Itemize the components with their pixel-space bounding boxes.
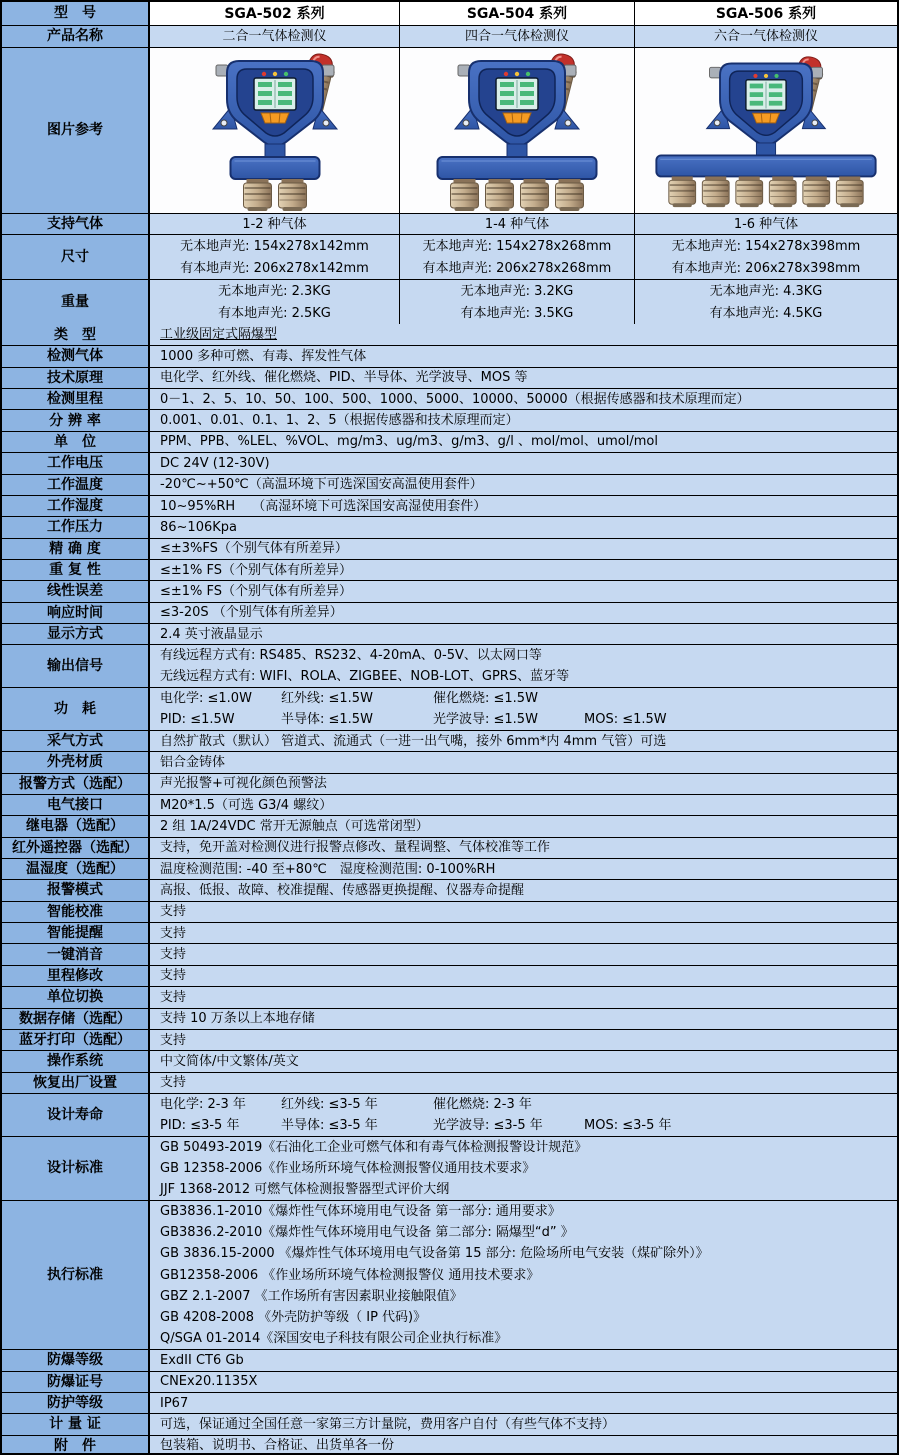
spec-row-value: [150, 1137, 897, 1200]
spec-value-line: 电化学、红外线、催化燃烧、PID、半导体、光学波导、MOS 等: [160, 370, 528, 386]
spec-row-label: 设计寿命: [2, 1094, 150, 1136]
spec-value-line: [150, 1115, 897, 1136]
spec-row: [2, 1349, 897, 1370]
spec-row-value: [150, 496, 897, 516]
spec-value-line: 2.4 英寸液晶显示: [160, 626, 263, 642]
spec-row-label: 计 量 证: [2, 1414, 150, 1434]
spec-row: [2, 623, 897, 644]
sensor-cylinder: [486, 179, 514, 211]
spec-row-label: 附 件: [2, 1436, 150, 1455]
spec-row-value: [150, 816, 897, 836]
spec-value-line: IP67: [160, 1395, 189, 1411]
model-sga-504: SGA-504 系列: [466, 5, 568, 22]
spec-row: [2, 965, 897, 986]
product-image-sga-506: [635, 48, 897, 213]
spec-row: [2, 1072, 897, 1093]
spec-value-segment: MOS: ≤1.5W: [584, 711, 667, 727]
led-green: [283, 72, 287, 76]
spec-row-label: 检测里程: [2, 389, 150, 409]
keypad: [261, 113, 289, 123]
product-name: 二合一气体检测仪: [222, 29, 327, 44]
spec-row: [2, 794, 897, 815]
spec-value-line: ≤3-20S （个别气体有所差异）: [160, 605, 343, 621]
spec-value-line: GB 3836.15-2000 《爆炸性气体环境用电气设备第 15 部分: 危险场所电气安装（煤矿除外）》: [160, 1246, 709, 1262]
spec-row-label: 功 耗: [2, 688, 150, 730]
spec-row-label: 温湿度（选配）: [2, 859, 150, 879]
row-label-model: 型 号: [2, 2, 150, 25]
spec-value-line: [150, 688, 897, 709]
keypad: [503, 113, 531, 123]
spec-row-label: 一键消音: [2, 944, 150, 964]
spec-row: [2, 1050, 897, 1071]
spec-row-value: [150, 902, 897, 922]
spec-row-value: [150, 453, 897, 473]
spec-row: [2, 1371, 897, 1392]
spec-value-line: 支持: [160, 947, 187, 963]
spec-row: [2, 922, 897, 943]
spec-value-segment: 红外线: ≤1.5W: [281, 691, 373, 707]
spec-value-line: CNEx20.1135X: [160, 1374, 258, 1390]
spec-row-value: [150, 1350, 897, 1370]
spec-value-line: ExdII CT6 Gb: [160, 1352, 244, 1368]
spec-row-value: [150, 581, 897, 601]
spec-value-line: 支持: [160, 989, 187, 1005]
spec-row-value: [150, 517, 897, 537]
spec-row-value: [150, 624, 897, 644]
product-name-row: [2, 25, 897, 47]
spec-row-value: [150, 1030, 897, 1050]
spec-row-label: 报警模式: [2, 880, 150, 900]
spec-value-line: 支持 10 万条以上本地存储: [160, 1011, 315, 1027]
spec-value-line: 有线远程方式有: RS485、RS232、4-20mA、0-5V、以太网口等: [160, 648, 542, 664]
spec-row-label: 智能校准: [2, 902, 150, 922]
spec-value-segment: 催化燃烧: 2-3 年: [433, 1096, 532, 1112]
spec-row: [2, 986, 897, 1007]
dimension-value: 无本地声光: 154x278x268mm: [422, 238, 612, 254]
spec-value-line: 1000 多种可燃、有毒、挥发性气体: [160, 349, 367, 365]
spec-row-label: 设计标准: [2, 1137, 150, 1200]
sensor-cylinder: [451, 179, 479, 211]
row-label-gases: 支持气体: [2, 214, 150, 234]
spec-value-line: -20℃~+50℃（高温环境下可选深国安高温使用套件）: [160, 477, 483, 493]
spec-value-line: 铝合金铸体: [160, 754, 226, 770]
spec-row-value: [150, 923, 897, 943]
dimensions-row: [2, 234, 897, 279]
spec-row-label: 分 辨 率: [2, 410, 150, 430]
spec-row: [2, 345, 897, 366]
spec-value-line: ≤±1% FS（个别气体有所差异）: [160, 583, 353, 599]
weight-value: 无本地声光: 4.3KG: [709, 283, 823, 299]
spec-row-label: 执行标准: [2, 1201, 150, 1350]
spec-value-line: GB 4208-2008 《外壳防护等级（ IP 代码)》: [160, 1309, 427, 1325]
spec-row-value: [150, 389, 897, 409]
spec-row-label: 单位切换: [2, 987, 150, 1007]
spec-value-line: PPM、PPB、%LEL、%VOL、mg/m3、ug/m3、g/m3、g/l 、mol/mol、umol/mol: [160, 434, 658, 450]
spec-value-line: 支持: [160, 925, 187, 941]
spec-value-line: 支持: [160, 1032, 187, 1048]
spec-row-label: 继电器（选配）: [2, 816, 150, 836]
sensor-cylinder: [836, 177, 863, 208]
dimension-value: 有本地声光: 206x278x268mm: [422, 260, 612, 276]
spec-row: [2, 879, 897, 900]
spec-row-label: 电气接口: [2, 795, 150, 815]
spec-row-value: [150, 1094, 897, 1136]
spec-row-label: 类 型: [2, 324, 150, 345]
spec-row-label: 响应时间: [2, 603, 150, 623]
spec-value-line: 2 组 1A/24VDC 常开无源触点（可选常闭型）: [160, 818, 429, 834]
spec-row-value: [150, 410, 897, 430]
spec-row-value: [150, 1393, 897, 1413]
spec-row-value: [150, 987, 897, 1007]
spec-row: [2, 1029, 897, 1050]
led-green: [774, 74, 778, 78]
spec-value-line: ≤±3%FS（个别气体有所差异）: [160, 541, 348, 557]
sensor-cylinder: [803, 177, 830, 208]
spec-value-line: 中文简体/中文繁体/英文: [160, 1053, 299, 1069]
spec-value-segment: PID: ≤3-5 年: [160, 1117, 240, 1133]
spec-row: [2, 324, 897, 345]
gas-detector-illustration: [412, 49, 622, 212]
spec-row: [2, 1093, 897, 1136]
spec-row-label: 工作压力: [2, 517, 150, 537]
spec-row-value: [150, 324, 897, 345]
spec-row-label: 防护等级: [2, 1393, 150, 1413]
spec-row: [2, 538, 897, 559]
dimension-value: 无本地声光: 154x278x142mm: [180, 238, 369, 254]
spec-row-value: [150, 475, 897, 495]
weight-value: 有本地声光: 3.5KG: [460, 305, 574, 321]
weight-value: 有本地声光: 2.5KG: [218, 305, 331, 321]
spec-row-label: 工作电压: [2, 453, 150, 473]
sensor-cylinder: [556, 179, 584, 211]
supported-gases-row: [2, 213, 897, 234]
spec-row-label: 工作湿度: [2, 496, 150, 516]
spec-row: [2, 1200, 897, 1350]
spec-row: [2, 1136, 897, 1200]
spec-value-line: 86~106Kpa: [160, 519, 237, 535]
gas-count: 1-6 种气体: [733, 216, 799, 232]
spec-value-line: GBZ 2.1-2007 《工作场所有害因素职业接触限值》: [160, 1288, 463, 1304]
spec-row: [2, 580, 897, 601]
spec-row-label: 显示方式: [2, 624, 150, 644]
spec-row: [2, 367, 897, 388]
spec-row-label: 采气方式: [2, 731, 150, 751]
spec-row: [2, 1392, 897, 1413]
spec-row-value: [150, 880, 897, 900]
spec-value-line: 无线远程方式有: WIFI、ROLA、ZIGBEE、NOB-LOT、GPRS、蓝牙等: [160, 669, 570, 685]
row-label-weight: 重量: [2, 280, 150, 324]
gas-detector-illustration: [642, 52, 890, 208]
spec-row-value: [150, 1201, 897, 1350]
spec-row-value: [150, 838, 897, 858]
spec-row: [2, 431, 897, 452]
spec-row-value: [150, 752, 897, 772]
spec-value-line: 10~95%RH （高湿环境下可选深国安高湿使用套件）: [160, 498, 487, 514]
spec-row-label: 里程修改: [2, 966, 150, 986]
spec-row-label: 外壳材质: [2, 752, 150, 772]
spec-value-line: ≤±1% FS（个别气体有所差异）: [160, 562, 353, 578]
spec-row-value: [150, 1051, 897, 1071]
spec-row: [2, 1413, 897, 1434]
led-yellow: [515, 72, 519, 76]
spec-row: [2, 452, 897, 473]
spec-row: [2, 837, 897, 858]
sensor-cylinder: [521, 179, 549, 211]
manifold: [230, 157, 319, 179]
spec-value-segment: 催化燃烧: ≤1.5W: [433, 691, 538, 707]
manifold: [438, 157, 597, 179]
spec-value-line: 支持: [160, 968, 187, 984]
spec-value-line: GB3836.1-2010《爆炸性气体环境用电气设备 第一部分: 通用要求》: [160, 1203, 561, 1219]
led-green: [526, 72, 530, 76]
spec-row-label: 工作温度: [2, 475, 150, 495]
spec-row: [2, 687, 897, 730]
spec-row-value: [150, 774, 897, 794]
spec-row-label: 数据存储（选配）: [2, 1009, 150, 1029]
spec-row: [2, 495, 897, 516]
spec-value-line: 温度检测范围: -40 至+80℃ 湿度检测范围: 0-100%RH: [160, 861, 496, 877]
spec-row-value: [150, 944, 897, 964]
dimension-value: 有本地声光: 206x278x142mm: [180, 260, 369, 276]
spec-row-value: [150, 603, 897, 623]
spec-value-line: Q/SGA 01-2014《深国安电子科技有限公司企业执行标准》: [160, 1331, 508, 1347]
spec-row: [2, 516, 897, 537]
sensor-cylinder: [702, 177, 729, 208]
spec-value-line: DC 24V (12-30V): [160, 455, 270, 471]
sensor-cylinder: [243, 179, 271, 211]
spec-row-label: 防爆等级: [2, 1350, 150, 1370]
spec-row: [2, 773, 897, 794]
spec-row-label: 红外遥控器（选配）: [2, 838, 150, 858]
row-label-dimensions: 尺寸: [2, 235, 150, 279]
spec-row-label: 操作系统: [2, 1051, 150, 1071]
product-image-sga-504: [400, 48, 635, 213]
spec-row-value: [150, 731, 897, 751]
keypad: [753, 114, 780, 124]
spec-row: [2, 409, 897, 430]
spec-value-line: 工业级固定式隔爆型: [160, 327, 278, 343]
spec-row: [2, 943, 897, 964]
spec-row-label: 输出信号: [2, 645, 150, 687]
dimension-value: 无本地声光: 154x278x398mm: [671, 238, 861, 254]
spec-row-label: 线性误差: [2, 581, 150, 601]
spec-row-value: [150, 688, 897, 730]
spec-value-line: 包装箱、说明书、合格证、出货单各一份: [160, 1438, 395, 1454]
spec-value-segment: 光学波导: ≤3-5 年: [433, 1117, 543, 1133]
led-red: [753, 74, 757, 78]
spec-row-value: [150, 368, 897, 388]
spec-value-segment: PID: ≤1.5W: [160, 711, 235, 727]
product-name: 六合一气体检测仪: [713, 29, 818, 44]
spec-row-value: [150, 346, 897, 366]
spec-value-segment: MOS: ≤3-5 年: [584, 1117, 672, 1133]
spec-value-segment: 半导体: ≤1.5W: [281, 711, 373, 727]
spec-value-line: GB3836.2-2010《爆炸性气体环境用电气设备 第二部分: 隔爆型“d” 》: [160, 1225, 574, 1241]
spec-value-line: 高报、低报、故障、校准提醒、传感器更换提醒、仪器寿命提醒: [160, 883, 525, 899]
led-yellow: [272, 72, 276, 76]
spec-row: [2, 751, 897, 772]
spec-row: [2, 644, 897, 687]
gas-count: 1-2 种气体: [242, 216, 307, 232]
spec-row: [2, 559, 897, 580]
spec-row-label: 重 复 性: [2, 560, 150, 580]
spec-row-value: [150, 560, 897, 580]
spec-value-line: 可选，保证通过全国任意一家第三方计量院，费用客户自付（有些气体不支持）: [160, 1417, 616, 1432]
spec-value-line: 支持: [160, 1075, 187, 1091]
spec-row-value: [150, 645, 897, 687]
weight-value: 无本地声光: 3.2KG: [460, 283, 574, 299]
weight-value: 有本地声光: 4.5KG: [709, 305, 823, 321]
spec-row-label: 报警方式（选配）: [2, 774, 150, 794]
spec-row-value: [150, 1372, 897, 1392]
model-row: [2, 2, 897, 25]
spec-row-label: 智能提醒: [2, 923, 150, 943]
spec-row: [2, 602, 897, 623]
weight-row: [2, 279, 897, 324]
manifold: [656, 156, 875, 177]
spec-row-label: 防爆证号: [2, 1372, 150, 1392]
gas-count: 1-4 种气体: [484, 216, 550, 232]
led-red: [504, 72, 508, 76]
spec-row-value: [150, 539, 897, 559]
spec-value-segment: 电化学: 2-3 年: [160, 1096, 246, 1112]
spec-row-label: 恢复出厂设置: [2, 1073, 150, 1093]
spec-value-segment: 红外线: ≤3-5 年: [281, 1096, 378, 1112]
model-sga-502: SGA-502 系列: [224, 5, 325, 22]
spec-row-label: 精 确 度: [2, 539, 150, 559]
spec-row-value: [150, 432, 897, 452]
spec-row: [2, 730, 897, 751]
spec-value-segment: 光学波导: ≤1.5W: [433, 711, 538, 727]
spec-value-line: 支持，免开盖对检测仪进行报警点修改、量程调整、气体校准等工作: [160, 840, 551, 856]
weight-value: 无本地声光: 2.3KG: [218, 283, 331, 299]
spec-row-value: [150, 1414, 897, 1434]
spec-row: [2, 474, 897, 495]
spec-row: [2, 901, 897, 922]
spec-row: [2, 1435, 897, 1455]
spec-value-line: GB 50493-2019《石油化工企业可燃气体和有毒气体检测报警设计规范》: [160, 1139, 588, 1155]
spec-value-line: [150, 1094, 897, 1115]
spec-value-line: GB 12358-2006《作业场所环境气体检测报警仪通用技术要求》: [160, 1160, 536, 1176]
spec-row-label: 检测气体: [2, 346, 150, 366]
spec-value-segment: 电化学: ≤1.0W: [160, 691, 252, 707]
sensor-cylinder: [736, 177, 763, 208]
model-sga-506: SGA-506 系列: [715, 5, 817, 22]
spec-value-line: 0.001、0.01、0.1、1、2、5（根据传感器和技术原理而定）: [160, 413, 519, 429]
product-name: 四合一气体检测仪: [464, 29, 569, 44]
spec-row-value: [150, 1009, 897, 1029]
led-yellow: [764, 74, 768, 78]
spec-value-line: [150, 709, 897, 730]
spec-row-value: [150, 1073, 897, 1093]
spec-value-line: GB12358-2006 《作业场所环境气体检测报警仪 通用技术要求》: [160, 1267, 540, 1283]
spec-row: [2, 815, 897, 836]
spec-value-line: 0－1、2、5、10、50、100、500、1000、5000、10000、50000（根据传感器和技术原理而定）: [160, 391, 750, 407]
sensor-cylinder: [278, 179, 306, 211]
spec-value-segment: 半导体: ≤3-5 年: [281, 1117, 378, 1133]
spec-value-line: 自然扩散式（默认） 管道式、流通式（一进一出气嘴，接外 6mm*内 4mm 气管）可选: [160, 733, 667, 749]
spec-row-label: 技术原理: [2, 368, 150, 388]
spec-row-label: 单 位: [2, 432, 150, 452]
product-image-sga-502: [150, 48, 400, 213]
spec-row-value: [150, 1436, 897, 1455]
spec-row-value: [150, 795, 897, 815]
spec-row-value: [150, 859, 897, 879]
row-label-image: 图片参考: [2, 48, 150, 213]
gas-detector-illustration: [170, 49, 380, 212]
image-reference-row: [2, 47, 897, 213]
led-red: [261, 72, 265, 76]
dimension-value: 有本地声光: 206x278x398mm: [671, 260, 861, 276]
spec-row: [2, 388, 897, 409]
spec-value-line: 声光报警+可视化颜色预警法: [160, 776, 327, 792]
spec-row-value: [150, 966, 897, 986]
row-label-product-name: 产品名称: [2, 26, 150, 47]
sensor-cylinder: [669, 177, 696, 208]
spec-row: [2, 858, 897, 879]
spec-value-line: M20*1.5（可选 G3/4 螺纹）: [160, 797, 333, 813]
spec-value-line: JJF 1368-2012 可燃气体检测报警器型式评价大纲: [160, 1181, 450, 1197]
sensor-cylinder: [769, 177, 796, 208]
spec-row-label: 蓝牙打印（选配）: [2, 1030, 150, 1050]
spec-row: [2, 1008, 897, 1029]
spec-value-line: 支持: [160, 904, 187, 920]
